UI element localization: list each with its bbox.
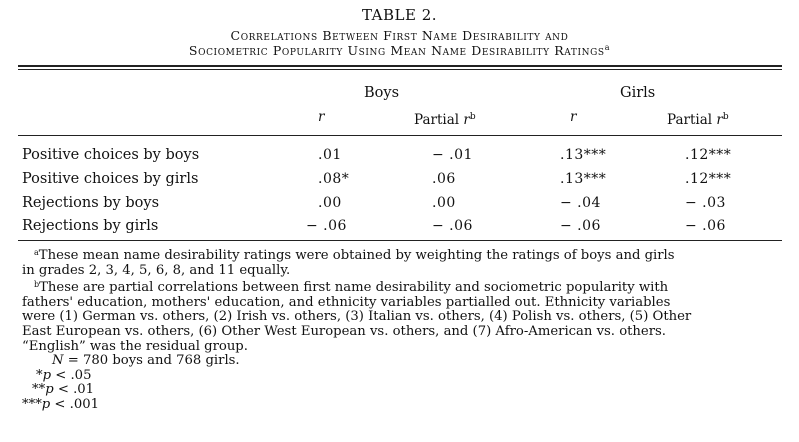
cell-boys-r: .00: [318, 195, 342, 211]
top-rule-thick: [18, 65, 782, 67]
footnote-b-marker: b: [34, 280, 40, 290]
cell-girls-r: .13***: [560, 147, 607, 163]
footnote-b-text: These are partial correlations between first name desirability and sociometric popularity with: [39, 280, 669, 296]
cell-boys-partial: .00: [432, 195, 456, 211]
cell-boys-partial: − .01: [432, 147, 473, 163]
subheader-girls-partial: [667, 108, 729, 129]
sample-size-text: = 780 boys and 768 girls.: [63, 353, 240, 369]
footnote-b-line-5: “English” was the residual group.: [22, 338, 248, 354]
row-label: Rejections by boys: [22, 195, 160, 211]
sample-size-note: [22, 354, 782, 369]
cell-boys-partial: − .06: [432, 218, 473, 234]
significance-stars-01: **: [32, 382, 46, 398]
table-title-text-2: Sociometric Popularity Using Mean Name Desirability Ratings: [188, 43, 605, 58]
cell-boys-r: .01: [318, 147, 342, 163]
footnote-a-continued: in grades 2, 3, 4, 5, 6, 8, and 11 equally.: [22, 262, 291, 278]
table-footnotes: [22, 246, 782, 413]
subheader-boys-r-symbol: r: [318, 109, 325, 125]
cell-girls-r: − .06: [560, 218, 601, 234]
significance-p-001: p: [41, 396, 51, 412]
cell-girls-partial: − .06: [685, 218, 726, 234]
cell-boys-r: − .06: [306, 218, 347, 234]
significance-note-05: [22, 369, 782, 384]
row-label: Positive choices by boys: [22, 147, 200, 163]
bottom-rule: [18, 240, 782, 241]
footnote-b-line-4: East European vs. others, (6) Other West European vs. others, and (7) Afro-American vs. others.: [22, 323, 666, 339]
subheader-boys-partial-label: Partial: [414, 112, 464, 128]
footnote-b-line-2: fathers' education, mothers' education, and ethnicity variables partialled out. Ethnicity variables: [22, 294, 671, 310]
subheader-boys-partial-marker: b: [469, 112, 476, 122]
group-header-girls: Girls: [620, 85, 656, 101]
significance-p-01: p: [45, 382, 54, 398]
header-rule: [18, 135, 782, 136]
significance-text-05: < .05: [51, 367, 92, 383]
cell-boys-r: .08*: [318, 171, 350, 187]
subheader-girls-partial-label: Partial: [667, 112, 717, 128]
group-header-boys: Boys: [364, 85, 400, 101]
subheader-boys-partial: [414, 108, 476, 129]
cell-girls-r: − .04: [560, 195, 601, 211]
subheader-boys-partial-r: r: [463, 112, 470, 128]
table-title-line-2: [0, 43, 799, 58]
subheader-girls-r: [570, 108, 576, 126]
subheader-girls-r-symbol: r: [570, 109, 577, 125]
footnote-a-text: These mean name desirability ratings were obtained by weighting the ratings of boys and girls: [38, 248, 675, 263]
subheader-boys-r: [318, 108, 324, 126]
footnote-a-marker: a: [34, 248, 39, 257]
significance-note-01: [22, 383, 782, 398]
significance-stars-001: ***: [22, 396, 42, 412]
table-number: TABLE 2.: [361, 6, 438, 24]
cell-girls-partial: .12***: [685, 171, 732, 187]
top-rule-thin: [18, 69, 782, 70]
sample-size-symbol: N: [52, 353, 64, 369]
table-title-text-1: Correlations Between First Name Desirability and: [230, 28, 569, 43]
cell-girls-partial: .12***: [685, 147, 732, 163]
cell-girls-r: .13***: [560, 171, 607, 187]
significance-stars-05: *: [36, 367, 43, 383]
footnote-b: [22, 278, 782, 296]
significance-text-001: < .001: [50, 396, 100, 412]
title-footnote-marker: a: [604, 43, 611, 52]
subheader-girls-partial-r: r: [716, 112, 723, 128]
footnote-b-line-3: were (1) German vs. others, (2) Irish vs. others, (3) Italian vs. others, (4) Polish vs. others, (5) Other: [22, 309, 692, 325]
subheader-girls-partial-marker: b: [722, 112, 729, 122]
footnote-a: [22, 246, 782, 264]
row-label: Positive choices by girls: [22, 171, 199, 187]
significance-p-05: p: [42, 367, 52, 383]
cell-girls-partial: − .03: [685, 195, 726, 211]
table-title-line-1: [0, 28, 799, 43]
row-label: Rejections by girls: [22, 218, 159, 234]
significance-text-01: < .01: [53, 382, 95, 398]
significance-note-001: [22, 398, 782, 413]
cell-boys-partial: .06: [432, 171, 456, 187]
